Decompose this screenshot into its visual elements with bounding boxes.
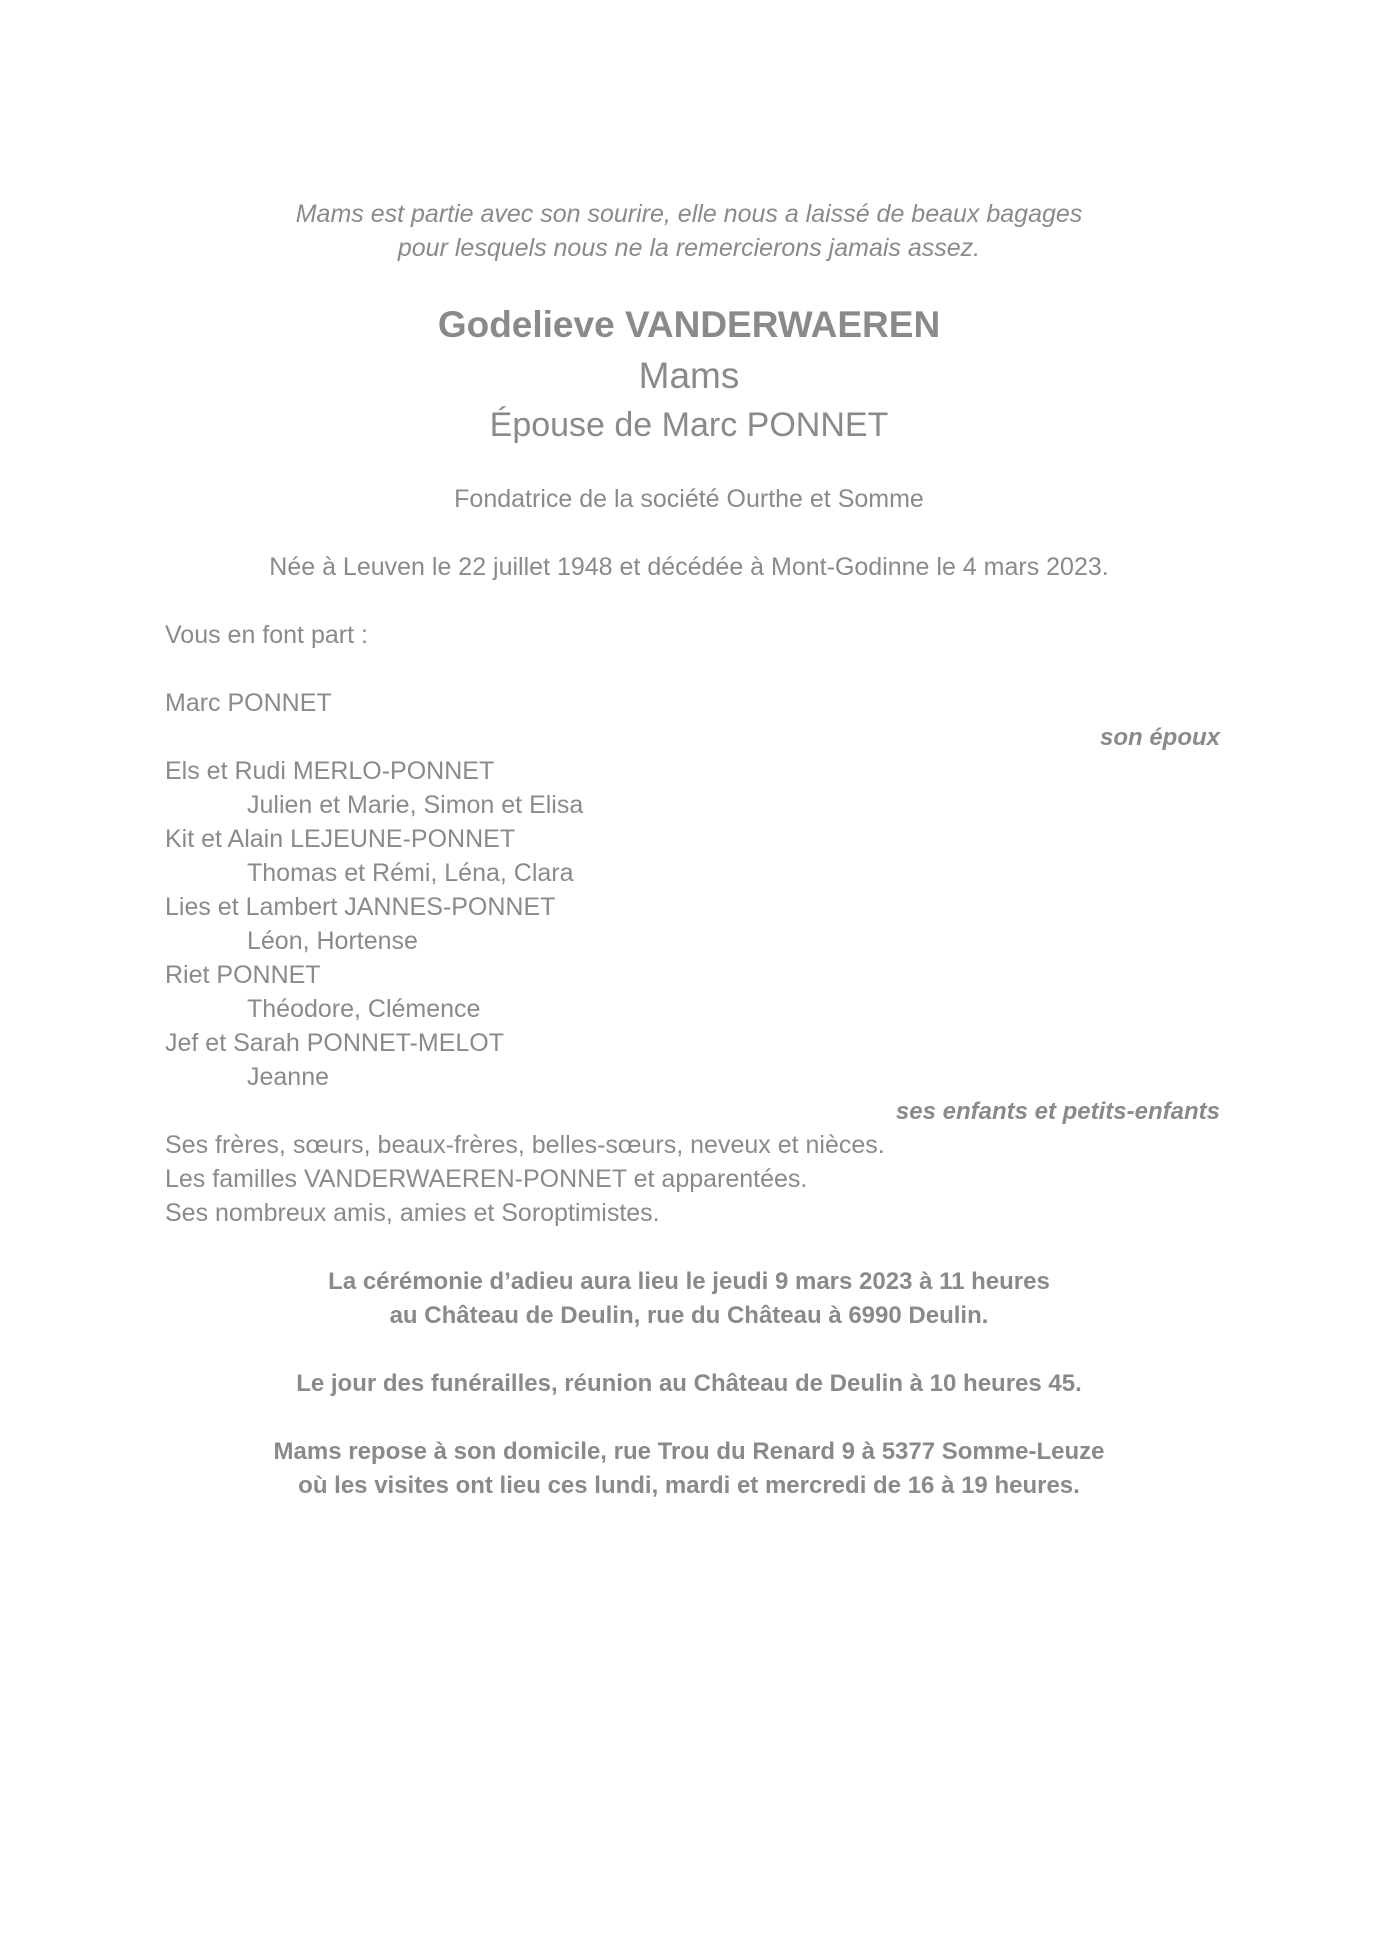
child-parents: Jef et Sarah PONNET-MELOT: [165, 1029, 504, 1057]
deceased-name: Godelieve VANDERWAEREN: [437, 304, 941, 345]
child-grandchildren: Thomas et Rémi, Léna, Clara: [247, 859, 574, 887]
others-line: Ses frères, sœurs, beaux-frères, belles-sœurs, neveux et nièces.: [165, 1131, 885, 1159]
child-parents: Lies et Lambert JANNES-PONNET: [165, 893, 556, 921]
birth-death-line: Née à Leuven le 22 juillet 1948 et décédée à Mont-Godinne le 4 mars 2023.: [269, 553, 1109, 581]
announce-intro: Vous en font part :: [165, 621, 368, 649]
child-grandchildren: Julien et Marie, Simon et Elisa: [247, 791, 584, 819]
role-line: Fondatrice de la société Ourthe et Somme: [454, 485, 924, 513]
spouse-relation: son époux: [1099, 724, 1220, 751]
repose-line-1: Mams repose à son domicile, rue Trou du Renard 9 à 5377 Somme-Leuze: [273, 1438, 1105, 1465]
others-line: Ses nombreux amis, amies et Soroptimistes.: [165, 1199, 660, 1227]
spouse-line: Épouse de Marc PONNET: [489, 406, 889, 444]
child-grandchildren: Jeanne: [247, 1063, 330, 1091]
quote-line-1: Mams est partie avec son sourire, elle nous a laissé de beaux bagages: [295, 200, 1083, 228]
repose-line-2: où les visites ont lieu ces lundi, mardi et mercredi de 16 à 19 heures.: [298, 1472, 1080, 1499]
child-parents: Els et Rudi MERLO-PONNET: [165, 757, 495, 785]
child-parents: Riet PONNET: [165, 961, 321, 989]
meeting-line: Le jour des funérailles, réunion au Château de Deulin à 10 heures 45.: [296, 1370, 1082, 1397]
child-grandchildren: Léon, Hortense: [247, 927, 418, 955]
ceremony-line-1: La cérémonie d’adieu aura lieu le jeudi 9 mars 2023 à 11 heures: [328, 1268, 1050, 1295]
others-line: Les familles VANDERWAEREN-PONNET et apparentées.: [165, 1165, 808, 1193]
quote-line-2: pour lesquels nous ne la remercierons jamais assez.: [397, 234, 981, 262]
deceased-nickname: Mams: [638, 355, 740, 396]
children-relation: ses enfants et petits-enfants: [895, 1098, 1220, 1125]
ceremony-line-2: au Château de Deulin, rue du Château à 6990 Deulin.: [389, 1302, 989, 1329]
spouse-name: Marc PONNET: [165, 689, 332, 717]
child-parents: Kit et Alain LEJEUNE-PONNET: [165, 825, 516, 853]
child-grandchildren: Théodore, Clémence: [247, 995, 481, 1023]
